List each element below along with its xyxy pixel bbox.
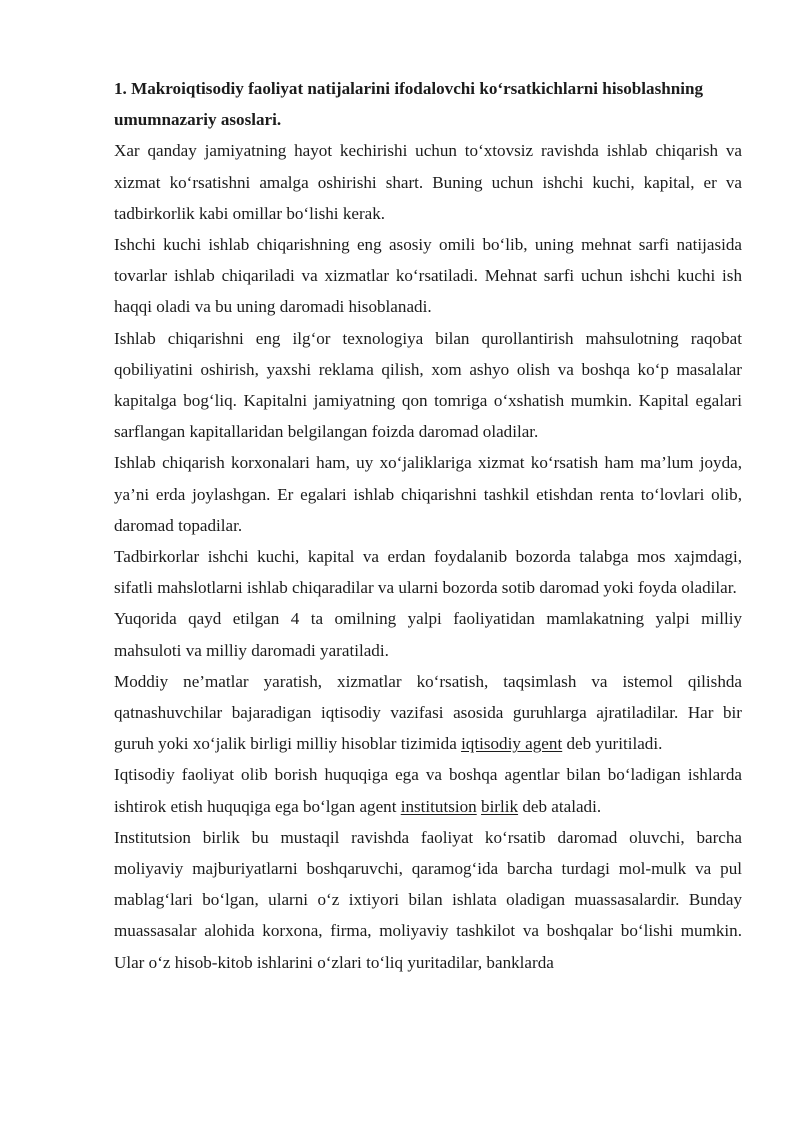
document-page <box>114 73 742 978</box>
term-iqtisodiy-agent: iqtisodiy agent <box>461 734 563 754</box>
paragraph-8 <box>114 759 742 821</box>
paragraph-1: Xar qanday jamiyatning hayot kechirishi uchun to‘xtovsiz ravishda ishlab chiqarish va xizmat ko‘rsatishni amalga oshirishi shart. Buning uchun ishchi kuchi, kapital, er va tadbirkorlik kabi omillar bo‘lishi kerak. <box>114 141 742 223</box>
section-heading: 1. Makroiqtisodiy faoliyat natijalarini ifodalovchi ko‘rsatkichlarni hisoblashning umumnazariy asoslari. <box>114 79 704 130</box>
paragraph-9: Institutsion birlik bu mustaqil ravishda faoliyat ko‘rsatib daromad oluvchi, barcha moliyaviy majburiyatlarni boshqaruvchi, qaramog‘ida barcha turdagi mol-mulk va pul mablag‘lari bo‘lgan, ularni o‘z ixtiyori bilan ishlata oladigan muassasalardir. Bunday muassasalar alohida korxona, firma, moliyaviy tashkilot va boshqalar bo‘lishi mumkin. Ular o‘z hisob-kitob ishlarini o‘zlari to‘liq yuritadilar, banklarda <box>114 827 742 972</box>
paragraph-7-tail: deb yuritiladi. <box>562 734 663 754</box>
term-birlik: birlik <box>481 796 519 816</box>
paragraph-4: Ishlab chiqarish korxonalari ham, uy xo‘jaliklariga xizmat ko‘rsatish ham ma’lum joyda, ya’ni erda joylashgan. Er egalari ishlab chiqarishni tashkil etishdan renta to‘lovlari olib, daromad topadilar. <box>114 453 742 535</box>
term-institutsion: institutsion <box>400 796 477 816</box>
paragraph-3: Ishlab chiqarishni eng ilg‘or texnologiya bilan qurollantirish mahsulotning raqobat qobiliyatini oshirish, yaxshi reklama qilish, xom ashyo olish va boshqa ko‘p masalalar kapitalga bog‘liq. Kapitalni jamiyatning qon tomriga o‘xshatish mumkin. Kapital egalari sarflangan kapitallaridan belgilangan foizda daromad oladilar. <box>114 328 742 442</box>
paragraph-5: Tadbirkorlar ishchi kuchi, kapital va erdan foydalanib bozorda talabga mos xajmdagi, sifatli mahslotlarni ishlab chiqaradilar va ularni bozorda sotib daromad yoki foyda oladilar. <box>114 547 742 598</box>
paragraph-6: Yuqorida qayd etilgan 4 ta omilning yalpi faoliyatidan mamlakatning yalpi milliy mahsuloti va milliy daromadi yaratiladi. <box>114 609 742 660</box>
paragraph-7 <box>114 666 742 760</box>
paragraph-7-text: Moddiy ne’matlar yaratish, xizmatlar ko‘rsatish, taqsimlash va istemol qilishda qatnashuvchilar bajaradigan iqtisodiy vazifasi asosida guruhlarga ajratiladilar. Har bir guruh yoki xo‘jalik birligi milliy hisoblar tizimida <box>114 671 742 754</box>
paragraph-8-tail: deb ataladi. <box>518 796 602 816</box>
paragraph-2: Ishchi kuchi ishlab chiqarishning eng asosiy omili bo‘lib, uning mehnat sarfi natijasida tovarlar ishlab chiqariladi va xizmatlar ko‘rsatiladi. Mehnat sarfi uchun ishchi kuchi ish haqqi oladi va bu uning daromadi hisoblanadi. <box>114 235 742 317</box>
paragraph-8-text: Iqtisodiy faoliyat olib borish huquqiga ega va boshqa agentlar bilan bo‘ladigan ishlarda ishtirok etish huquqiga ega bo‘lgan agent <box>114 765 742 816</box>
